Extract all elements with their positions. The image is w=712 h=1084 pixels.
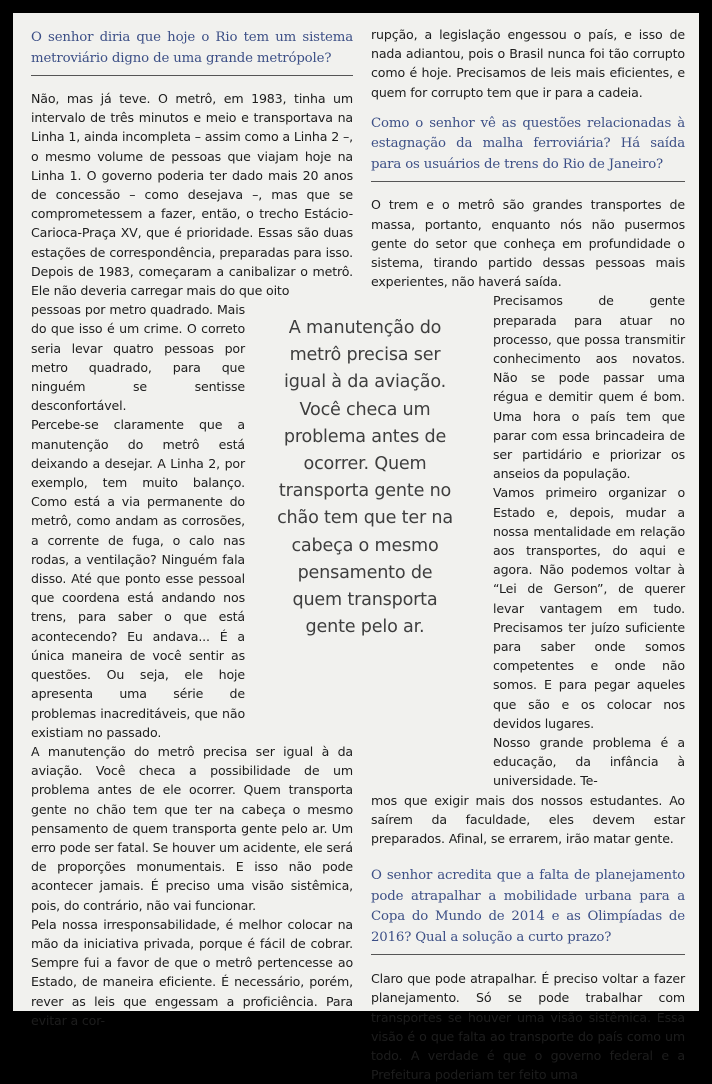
answer-paragraph: Precisamos de gente preparada para atuar no processo, que possa transmitir conhecimento aos novatos. Não se pode passar uma régua e demitir quem é bom. Uma hora o país tem que parar com essa brincadeira de ser partidário e priorizar os anseios da população. [493, 293, 685, 482]
question-divider [371, 181, 685, 182]
answer-paragraph: Vamos primeiro organizar o Estado e, depois, mudar a nossa mentalidade em relação aos transportes, do aqui e agora. Não podemos voltar à “Lei de Gerson”, de querer levar vantagem em tudo. Precisamos ter juízo suficiente para saber onde somos competentes e onde não somos. E para pegar aqueles que são e os colocar nos devidos lugares. [493, 485, 685, 731]
interview-question: Como o senhor vê as questões relacionadas à estagnação da malha ferroviária? Há saída para os usuários de trens do Rio de Janeiro? [371, 115, 685, 172]
answer-paragraph: rupção, a legislação engessou o país, e isso de nada adiantou, pois o Brasil nunca foi tão corrupto como é hoje. Precisamos de leis mais eficientes, e quem for corrupto tem que ir para a cadeia. [371, 27, 685, 100]
answer-paragraph: Claro que pode atrapalhar. É preciso voltar a fazer planejamento. Só se pode trabalhar com transportes se houver uma visão sistêmica. Essa visão é o que falta ao transporte do país como um todo. A verdade é que o governo federal e a Prefeitura poderiam ter feito uma [371, 971, 685, 1083]
magazine-page [13, 13, 699, 1083]
question-divider [371, 954, 685, 955]
answer-paragraph-wrap: Nosso grande problema é a educação, da infância à universidade. Te- [493, 735, 685, 789]
answer-paragraph-wrap: pessoas por metro quadrado. Mais do que isso é um crime. O correto seria levar quatro pessoas por metro quadrado, para que ninguém se sentisse desconfortável. [31, 302, 245, 414]
question-divider [31, 75, 353, 76]
answer-paragraph: Percebe-se claramente que a manutenção do metrô está deixando a desejar. A Linha 2, por exemplo, tem muito balanço. Como está a via permanente do metrô, como andam as corrosões, a corrente de fuga, o calo nas rodas, a ventilação? Ninguém fala disso. Até que ponto esse pessoal que coordena está andando nos trens, para saber o que está acontecendo? Eu andava... É a única maneira de você sentir as questões. Ou seja, ele hoje apresenta uma série de problemas inacreditáveis, que não existiam no passado. [31, 417, 245, 740]
answer-paragraph: Pela nossa irresponsabilidade, é melhor colocar na mão da iniciativa privada, porque é fácil de cobrar. Sempre fui a favor de que o metrô pertencesse ao Estado, de maneira eficiente. É necessário, porém, rever as leis que engessam a proficiência. Para evitar a cor- [31, 916, 353, 1028]
answer-paragraph: mos que exigir mais dos nossos estudantes. Ao saírem da faculdade, eles devem estar preparados. Afinal, se errarem, irão matar gente. [371, 792, 685, 847]
interview-question: O senhor acredita que a falta de planejamento pode atrapalhar a mobilidade urbana para a Copa do Mundo de 2014 e as Olimpíadas de 2016? Qual a solução a curto prazo? [371, 868, 685, 945]
pull-quote: A manutenção do metrô precisa ser igual à da aviação. Você checa um problema antes de ocorrer. Quem transporta gente no chão tem que ter na cabeça o mesmo pensamento de quem transporta gente pelo ar. [277, 318, 453, 638]
answer-paragraph: O trem e o metrô são grandes transportes de massa, portanto, enquanto nós não pusermos gente do setor que conheça em profundidade o sistema, tirando partido dessas pessoas mais experientes, não haverá saída. [371, 197, 685, 290]
right-column [371, 13, 685, 1084]
interview-question: O senhor diria que hoje o Rio tem um sistema metroviário digno de uma grande metrópole? [31, 30, 353, 66]
answer-paragraph: A manutenção do metrô precisa ser igual à da aviação. Você checa a possibilidade de um problema antes de ele ocorrer. Quem transporta gente no chão tem que ter na cabeça o mesmo pensamento de quem transporta gente pelo ar. Um erro pode ser fatal. Se houver um acidente, ele será de proporções monumentais. E isso não pode acontecer jamais. É preciso uma visão sistêmica, pois, do contrário, não vai funcionar. [31, 743, 353, 913]
answer-paragraph: Não, mas já teve. O metrô, em 1983, tinha um intervalo de três minutos e meio e transportava na Linha 1, ainda incompleta – assim como a Linha 2 –, o mesmo volume de pessoas que viajam hoje na Linha 1. O governo poderia ter dado mais 20 anos de concessão – como desejava –, mas que se comprometessem a fazer, então, o trecho Estácio-Carioca-Praça XV, que é prioridade. Essas são duas estações de correspondência, preparadas para isso. Depois de 1983, começaram a canibalizar o metrô. Ele não deveria carregar mais do que oito [31, 91, 353, 299]
